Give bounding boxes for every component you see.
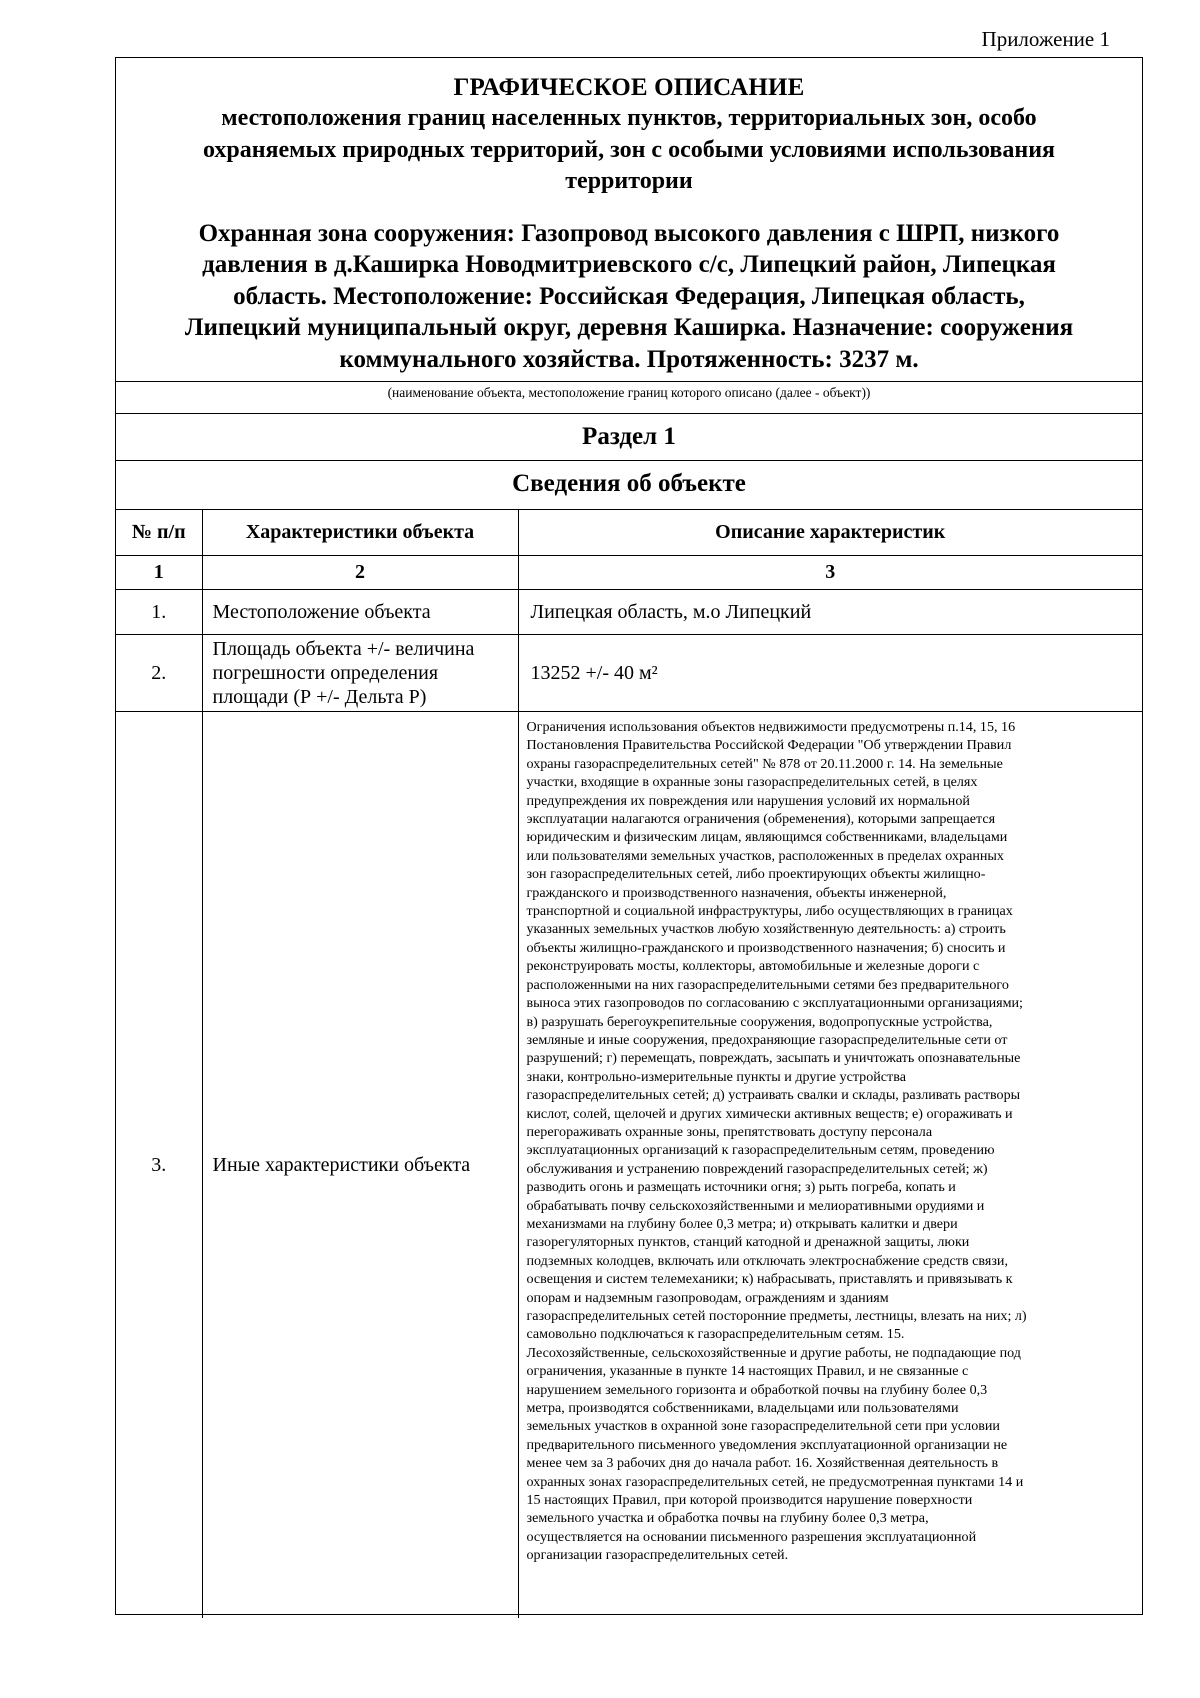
restrictions-text-line: Постановления Правительства Российской Федерации "Об утверждении Правил — [526, 737, 1012, 754]
restrictions-text-line: освещения и систем телемеханики; к) набрасывать, приставлять и привязывать к — [526, 1271, 1013, 1288]
restrictions-text-line: в) разрушать берегоукрепительные сооружения, водопропускные устройства, — [526, 1013, 993, 1030]
restrictions-text-line: 15 настоящих Правил, при которой производится нарушение поверхности — [526, 1492, 973, 1509]
document-title: ГРАФИЧЕСКОЕ ОПИСАНИЕ — [453, 74, 805, 101]
row-description: Липецкая область, м.о Липецкий — [518, 590, 1142, 635]
object-name-line: Охранная зона сооружения: Газопровод высокого давления с ШРП, низкого — [198, 219, 1060, 247]
restrictions-text-line: указанных земельных участков любую хозяйственную деятельность: а) строить — [526, 921, 1006, 938]
restrictions-text-line: ограничения, указанные в пункте 14 настоящих Правил, и не связанные с — [526, 1363, 969, 1380]
restrictions-text-line: кислот, солей, щелочей и других химически активных веществ; е) огораживать и — [526, 1105, 1013, 1122]
restrictions-text-line: организации газораспределительных сетей. — [526, 1547, 789, 1564]
restrictions-text-line: механизмами на глубину более 0,3 метра; и) открывать калитки и двери — [526, 1215, 958, 1232]
restrictions-text-line: эксплуатационных организаций к газораспределительным сетям, проведению — [526, 1142, 995, 1159]
object-name-line: область. Местоположение: Российская Федерация, Липецкая область, — [233, 282, 1025, 310]
document-subtitle — [116, 103, 1142, 198]
characteristic-line: погрешности определения — [212, 662, 439, 684]
restrictions-text-line: объекты жилищно-гражданского и производственного назначения; б) сносить и — [526, 939, 1006, 956]
restrictions-text-line: транспортной и социальной инфраструктуры, либо осуществляющих в границах — [526, 903, 1013, 920]
subtitle-line: территории — [565, 168, 693, 194]
restrictions-text — [527, 718, 1137, 1565]
object-name — [116, 218, 1142, 376]
section-subtitle: Сведения об объекте — [512, 470, 746, 497]
appendix-label: Приложение 1 — [981, 27, 1110, 51]
restrictions-text-line: земельных участков в охранной зоне газораспределительной сети при условии — [526, 1418, 1000, 1435]
column-number: 3 — [518, 556, 1142, 590]
column-header-description: Описание характеристик — [518, 510, 1142, 556]
restrictions-text-line: охранных зонах газораспределительных сетей, не предусмотренная пунктами 14 и — [526, 1473, 1024, 1490]
column-number: 1 — [116, 556, 202, 590]
object-caption-row — [116, 381, 1142, 413]
restrictions-text-line: газораспределительных сетей; д) устраивать свалки и склады, разливать растворы — [526, 1087, 1021, 1104]
row-characteristic: Иные характеристики объекта — [202, 712, 518, 1618]
row-number: 3. — [116, 712, 202, 1618]
object-name-line: давления в д.Каширка Новодмитриевского с/с, Липецкий район, Липецкая — [202, 251, 1056, 278]
restrictions-text-line: менее чем за 3 рабочих дня до начала работ. 16. Хозяйственная деятельность в — [526, 1455, 999, 1472]
restrictions-text-line: земляные и иные сооружения, предохраняющие газораспределительные сети от — [526, 1031, 1008, 1048]
row-characteristic — [202, 635, 518, 712]
restrictions-text-line: земельного участка и обработка почвы на глубину более 0,3 метра, — [526, 1510, 929, 1527]
row-description-long — [518, 712, 1142, 1618]
subtitle-line: местоположения границ населенных пунктов, территориальных зон, особо — [221, 105, 1037, 131]
restrictions-text-line: разводить огонь и размещать источники огня; з) рыть погреба, копать и — [526, 1179, 956, 1196]
document-header — [116, 58, 1142, 381]
row-number: 1. — [116, 590, 202, 635]
restrictions-text-line: выноса этих газопроводов по согласованию с эксплуатационными организациями; — [526, 995, 1023, 1012]
column-header-number: № п/п — [116, 510, 202, 556]
restrictions-text-line: реконструировать мосты, коллекторы, автомобильные и железные дороги с — [526, 958, 980, 975]
section-title: Раздел 1 — [582, 423, 676, 450]
restrictions-text-line: эксплуатации налагаются ограничения (обременения), которыми запрещается — [526, 811, 996, 828]
restrictions-text-line: охраны газораспределительных сетей" № 878 от 20.11.2000 г. 14. На земельные — [526, 755, 1003, 772]
restrictions-text-line: газорегуляторных пунктов, станций катодной и дренажной защиты, люки — [526, 1234, 970, 1251]
characteristic-line: Площадь объекта +/- величина — [212, 638, 475, 660]
column-header-characteristic: Характеристики объекта — [202, 510, 518, 556]
restrictions-text-line: обрабатывать почву сельскохозяйственными и мелиоративными орудиями и — [526, 1197, 985, 1214]
table-header-row — [116, 510, 1142, 556]
restrictions-text-line: опорам и надземным газопроводам, ограждениям и зданиям — [526, 1289, 889, 1306]
restrictions-text-line: перегораживать охранные зоны, препятствовать доступу персонала — [526, 1123, 933, 1140]
object-name-line: коммунального хозяйства. Протяженность: 3237 м. — [339, 345, 919, 373]
restrictions-text-line: расположенными на них газораспределительными сетями без предварительного — [526, 976, 1009, 993]
restrictions-text-line: знаки, контрольно-измерительные пункты и другие устройства — [526, 1068, 906, 1085]
row-number: 2. — [116, 635, 202, 712]
restrictions-text-line: метра, производятся собственниками, владельцами или пользователями — [526, 1400, 959, 1417]
row-description: 13252 +/- 40 м² — [518, 635, 1142, 712]
restrictions-text-line: обслуживания и устранению повреждений газораспределительных сетей; ж) — [526, 1160, 988, 1177]
restrictions-text-line: осуществляется на основании письменного разрешения эксплуатационной — [526, 1528, 977, 1545]
restrictions-text-line: газораспределительных сетей посторонние предметы, лестницы, влезать на них; л) — [526, 1308, 1027, 1324]
restrictions-text-line: гражданского и производственного назначения, объекты инженерной, — [526, 884, 947, 901]
row-characteristic: Местоположение объекта — [202, 590, 518, 635]
restrictions-text-line: Лесохозяйственные, сельскохозяйственные и другие работы, не подпадающие под — [526, 1344, 1021, 1361]
subtitle-line: охраняемых природных территорий, зон с особыми условиями использования — [202, 136, 1056, 163]
object-caption: (наименование объекта, местоположение границ которого описано (далее - объект)) — [387, 385, 871, 400]
characteristic-line: площади (Р +/- Дельта Р) — [212, 686, 427, 708]
restrictions-text-line: нарушением земельного горизонта и обработкой почвы на глубину более 0,3 — [526, 1381, 988, 1398]
restrictions-text-line: предварительного письменного уведомления эксплуатационной организации не — [526, 1436, 1008, 1453]
document-frame — [115, 57, 1143, 1615]
restrictions-text-line: участки, входящие в охранные зоны газораспределительных сетей, в целях — [526, 774, 978, 791]
restrictions-text-line: или пользователями земельных участков, расположенных в пределах охранных — [526, 847, 1004, 864]
restrictions-text-line: разрушений; г) перемещать, повреждать, засыпать и уничтожать опознавательные — [526, 1050, 1021, 1067]
object-info-table — [116, 509, 1142, 1618]
restrictions-text-line: предупреждения их повреждения или нарушения условий их нормальной — [526, 792, 970, 809]
restrictions-text-line: самовольно подключаться к газораспределительным сетям. 15. — [526, 1326, 905, 1343]
object-name-line: Липецкий муниципальный округ, деревня Каширка. Назначение: сооружения — [184, 314, 1074, 341]
column-number: 2 — [202, 556, 518, 590]
restrictions-text-line: юридическим и физическим лицам, являющимся собственниками, владельцами — [526, 829, 1008, 846]
restrictions-text-line: Ограничения использования объектов недвижимости предусмотрены п.14, 15, 16 — [526, 719, 1016, 735]
table-column-number-row — [116, 556, 1142, 590]
restrictions-text-line: зон газораспределительных сетей, либо проектирующих объекты жилищно- — [526, 866, 986, 883]
restrictions-text-line: подземных колодцев, включать или отключать электроснабжение средств связи, — [526, 1252, 1008, 1269]
table-row — [116, 590, 1142, 635]
table-row — [116, 712, 1142, 1618]
table-row — [116, 635, 1142, 712]
